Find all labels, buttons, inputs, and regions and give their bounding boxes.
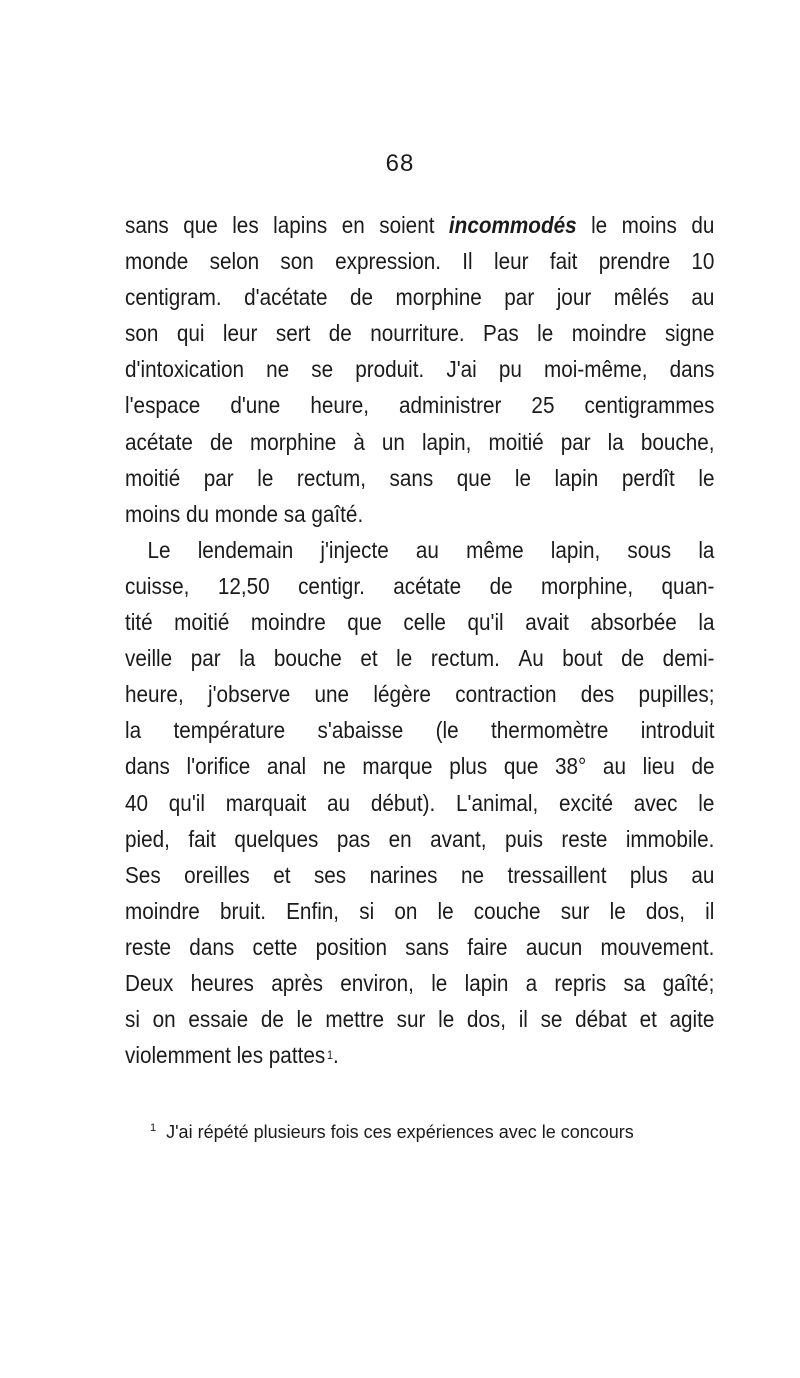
word: veille: [125, 645, 173, 672]
word: même: [466, 536, 524, 563]
word: s'abaisse: [317, 717, 404, 744]
word: avec: [633, 789, 678, 816]
word: lapin: [464, 969, 509, 996]
word: essaie: [188, 1006, 249, 1033]
word: moins: [621, 212, 677, 238]
word: si: [125, 1006, 140, 1033]
word: que: [456, 464, 492, 491]
word: sans: [125, 212, 169, 238]
word: de: [209, 428, 233, 455]
word: sa: [623, 969, 646, 996]
word: L'animal,: [456, 789, 539, 816]
word: j'observe: [208, 681, 291, 708]
word: reste: [125, 933, 172, 960]
word: après: [271, 969, 323, 996]
word: d'intoxication: [125, 356, 245, 383]
word: moi-même,: [543, 356, 648, 383]
word: que: [347, 609, 382, 636]
word: le: [437, 897, 454, 924]
text-line-3: [125, 279, 715, 315]
word: nourriture.: [370, 320, 465, 347]
body-text: [125, 207, 715, 1073]
word: morphine: [395, 284, 482, 311]
word: au: [602, 753, 626, 780]
word: sous: [627, 536, 672, 563]
word: mêlés: [613, 284, 669, 311]
footnote: [150, 1113, 760, 1147]
word: ne: [322, 753, 346, 780]
word: en: [341, 212, 365, 238]
word: Au: [518, 645, 544, 672]
word: moindre: [250, 609, 326, 636]
word: le: [591, 212, 608, 238]
word: environ,: [340, 969, 414, 996]
word: signe: [664, 320, 715, 347]
word: heure,: [310, 392, 370, 419]
word: expression.: [335, 248, 441, 275]
word: au: [415, 536, 439, 563]
word: acétate: [393, 572, 462, 599]
word: l'espace: [125, 392, 201, 419]
word: de: [691, 753, 715, 780]
word: il: [518, 1006, 528, 1033]
word: le: [698, 789, 715, 816]
word: immobile.: [625, 825, 715, 852]
text-line-1: [125, 207, 715, 243]
word: cuisse,: [125, 572, 190, 599]
word: Deux: [125, 969, 174, 996]
word: lendemain: [197, 536, 294, 563]
word: et: [639, 1006, 657, 1033]
word: de: [489, 572, 513, 599]
word: monde: [125, 248, 189, 275]
word: agite: [669, 1006, 715, 1033]
text-line-9: moins du monde sa gaîté.: [125, 500, 364, 527]
word: lapin,: [421, 428, 472, 455]
word: dans: [125, 753, 170, 780]
word: au: [327, 789, 351, 816]
line-24-period: .: [333, 1042, 339, 1069]
word: un: [381, 428, 405, 455]
word: jour: [556, 284, 592, 311]
word: on: [394, 897, 418, 924]
word: une: [314, 681, 350, 708]
word: le: [431, 969, 448, 996]
word: le: [296, 1006, 313, 1033]
page-number: 68: [385, 150, 415, 177]
word: leur: [493, 248, 529, 275]
word: débat: [575, 1006, 627, 1033]
text-line-10: [125, 532, 715, 568]
word: température: [173, 717, 286, 744]
word: Enfin,: [286, 897, 340, 924]
word: par: [203, 464, 234, 491]
word: ses: [313, 861, 347, 888]
word: pu: [498, 356, 522, 383]
word: puis: [504, 825, 543, 852]
footnote-mark: 1: [150, 1122, 157, 1134]
word: plus: [449, 753, 488, 780]
word: lapin: [554, 464, 599, 491]
word: au: [691, 861, 715, 888]
word: qu'il: [467, 609, 504, 636]
word: que: [183, 212, 218, 238]
word: bouche,: [640, 428, 715, 455]
word: à: [353, 428, 365, 455]
word: se: [540, 1006, 563, 1033]
word: et: [360, 645, 378, 672]
text-line-22: [125, 965, 715, 1001]
text-line-7: [125, 424, 715, 460]
word: repris: [554, 969, 607, 996]
text-line-21: [125, 929, 715, 965]
word: moitié: [488, 428, 544, 455]
word: aucun: [525, 933, 583, 960]
word: oreilles: [184, 861, 250, 888]
word: celle: [403, 609, 446, 636]
text-line-2: [125, 243, 715, 279]
word: reste: [561, 825, 608, 852]
word: marquait: [225, 789, 307, 816]
word: son: [280, 248, 314, 275]
word: se: [311, 356, 334, 383]
word: bout: [562, 645, 603, 672]
word: de: [328, 320, 352, 347]
word: la: [607, 428, 624, 455]
word: marque: [362, 753, 433, 780]
word: leur: [222, 320, 258, 347]
word: tressaillent: [507, 861, 607, 888]
word: moindre: [125, 897, 200, 924]
word: tité: [125, 609, 153, 636]
word: le: [698, 464, 715, 491]
word: on: [152, 1006, 176, 1033]
word: Pas: [483, 320, 519, 347]
word: administrer: [399, 392, 502, 419]
word: bouche: [273, 645, 342, 672]
word: prendre: [598, 248, 671, 275]
word: selon: [209, 248, 260, 275]
text-line-13: [125, 640, 715, 676]
word: les: [232, 212, 259, 238]
word: contraction: [455, 681, 557, 708]
line-24-text: violemment les pattes: [125, 1042, 326, 1069]
word: centigram.: [125, 284, 222, 311]
word: heures: [190, 969, 254, 996]
footnote-reference: 1: [326, 1048, 334, 1063]
word: j'injecte: [320, 536, 389, 563]
text-line-17: [125, 785, 715, 821]
word: position: [315, 933, 387, 960]
word: sur: [396, 1006, 426, 1033]
word: le: [514, 464, 531, 491]
word: acétate: [125, 428, 193, 455]
word: le: [257, 464, 274, 491]
word: ne: [460, 861, 485, 888]
word: 40: [125, 789, 149, 816]
word: morphine: [250, 428, 337, 455]
word: sans: [405, 933, 450, 960]
word: le: [537, 320, 554, 347]
word: dos,: [466, 1006, 507, 1033]
text-line-16: [125, 748, 715, 784]
word: lapins: [273, 212, 328, 238]
word: fait: [188, 825, 216, 852]
word: 38°: [554, 753, 587, 780]
word: dos,: [645, 897, 686, 924]
word: heure,: [125, 681, 184, 708]
text-line-15: [125, 712, 715, 748]
word: centigrammes: [584, 392, 715, 419]
word: mouvement.: [600, 933, 715, 960]
word: le: [609, 897, 626, 924]
word: quelques: [234, 825, 319, 852]
text-line-11: [125, 568, 715, 604]
word: la: [698, 609, 715, 636]
word: lieu: [642, 753, 675, 780]
word: du: [691, 212, 715, 238]
word: de: [621, 645, 645, 672]
word: si: [359, 897, 375, 924]
word: d'acétate: [244, 284, 328, 311]
word: le: [438, 1006, 455, 1033]
word: introduit: [640, 717, 715, 744]
word: moitié: [125, 464, 181, 491]
word: thermomètre: [491, 717, 609, 744]
word: pied,: [125, 825, 170, 852]
word: avant,: [430, 825, 487, 852]
word: cette: [252, 933, 298, 960]
footnote-text: J'ai répété plusieurs fois ces expériences avec le concours: [166, 1122, 634, 1142]
text-line-20: [125, 893, 715, 929]
word: demi-: [662, 645, 715, 672]
word: au: [691, 284, 715, 311]
italic-word: incommodés: [448, 212, 577, 238]
word: pas: [336, 825, 371, 852]
word: légère: [373, 681, 431, 708]
word: Le: [147, 536, 171, 563]
word: Ses: [125, 861, 161, 888]
word: soient: [379, 212, 435, 238]
word: pupilles;: [638, 681, 715, 708]
text-line-19: [125, 857, 715, 893]
word: il: [705, 897, 715, 924]
word: quan-: [661, 572, 715, 599]
text-line-18: [125, 821, 715, 857]
word: faire: [467, 933, 508, 960]
word: bruit.: [219, 897, 266, 924]
word: des: [580, 681, 615, 708]
word: rectum,: [296, 464, 366, 491]
word: moitié: [174, 609, 230, 636]
word: de: [260, 1006, 284, 1033]
text-line-14: [125, 676, 715, 712]
word: la: [698, 536, 715, 563]
word: anal: [266, 753, 307, 780]
text-line-23: [125, 1001, 715, 1037]
text-line-5: [125, 351, 715, 387]
word: son: [125, 320, 159, 347]
text-line-4: [125, 315, 715, 351]
word: J'ai: [446, 356, 477, 383]
word: le: [396, 645, 413, 672]
text-line-6: [125, 387, 715, 423]
word: en: [388, 825, 412, 852]
word: par: [190, 645, 221, 672]
word: lapin,: [550, 536, 601, 563]
word: produit.: [355, 356, 425, 383]
word: sans: [389, 464, 434, 491]
word: 25: [531, 392, 555, 419]
text-line-8: [125, 460, 715, 496]
word: perdît: [621, 464, 675, 491]
word: couche: [473, 897, 541, 924]
word: fait: [549, 248, 578, 275]
text-line-12: [125, 604, 715, 640]
word: rectum.: [430, 645, 500, 672]
word: 12,50: [217, 572, 270, 599]
word: Il: [462, 248, 473, 275]
word: l'orifice: [186, 753, 251, 780]
word: moindre: [571, 320, 647, 347]
word: sur: [560, 897, 590, 924]
word: par: [560, 428, 591, 455]
word: narines: [369, 861, 438, 888]
word: de: [349, 284, 374, 311]
word: la: [239, 645, 256, 672]
word: dans: [669, 356, 715, 383]
word: mettre: [325, 1006, 385, 1033]
word: la: [125, 717, 142, 744]
text-line-24: [125, 1037, 715, 1073]
word: 10: [691, 248, 715, 275]
word: morphine,: [541, 572, 634, 599]
word: que: [503, 753, 539, 780]
word: centigr.: [298, 572, 365, 599]
word: d'une: [230, 392, 281, 419]
word: par: [504, 284, 535, 311]
word: plus: [629, 861, 668, 888]
word: et: [273, 861, 291, 888]
word: qui: [176, 320, 205, 347]
word: dans: [189, 933, 235, 960]
word: qu'il: [168, 789, 205, 816]
word: avait: [525, 609, 569, 636]
word: sert: [275, 320, 311, 347]
word: absorbée: [590, 609, 677, 636]
word: début).: [370, 789, 436, 816]
word: ne: [266, 356, 290, 383]
word: gaîté;: [662, 969, 715, 996]
word: a: [525, 969, 538, 996]
word: excité: [558, 789, 614, 816]
word: (le: [435, 717, 459, 744]
